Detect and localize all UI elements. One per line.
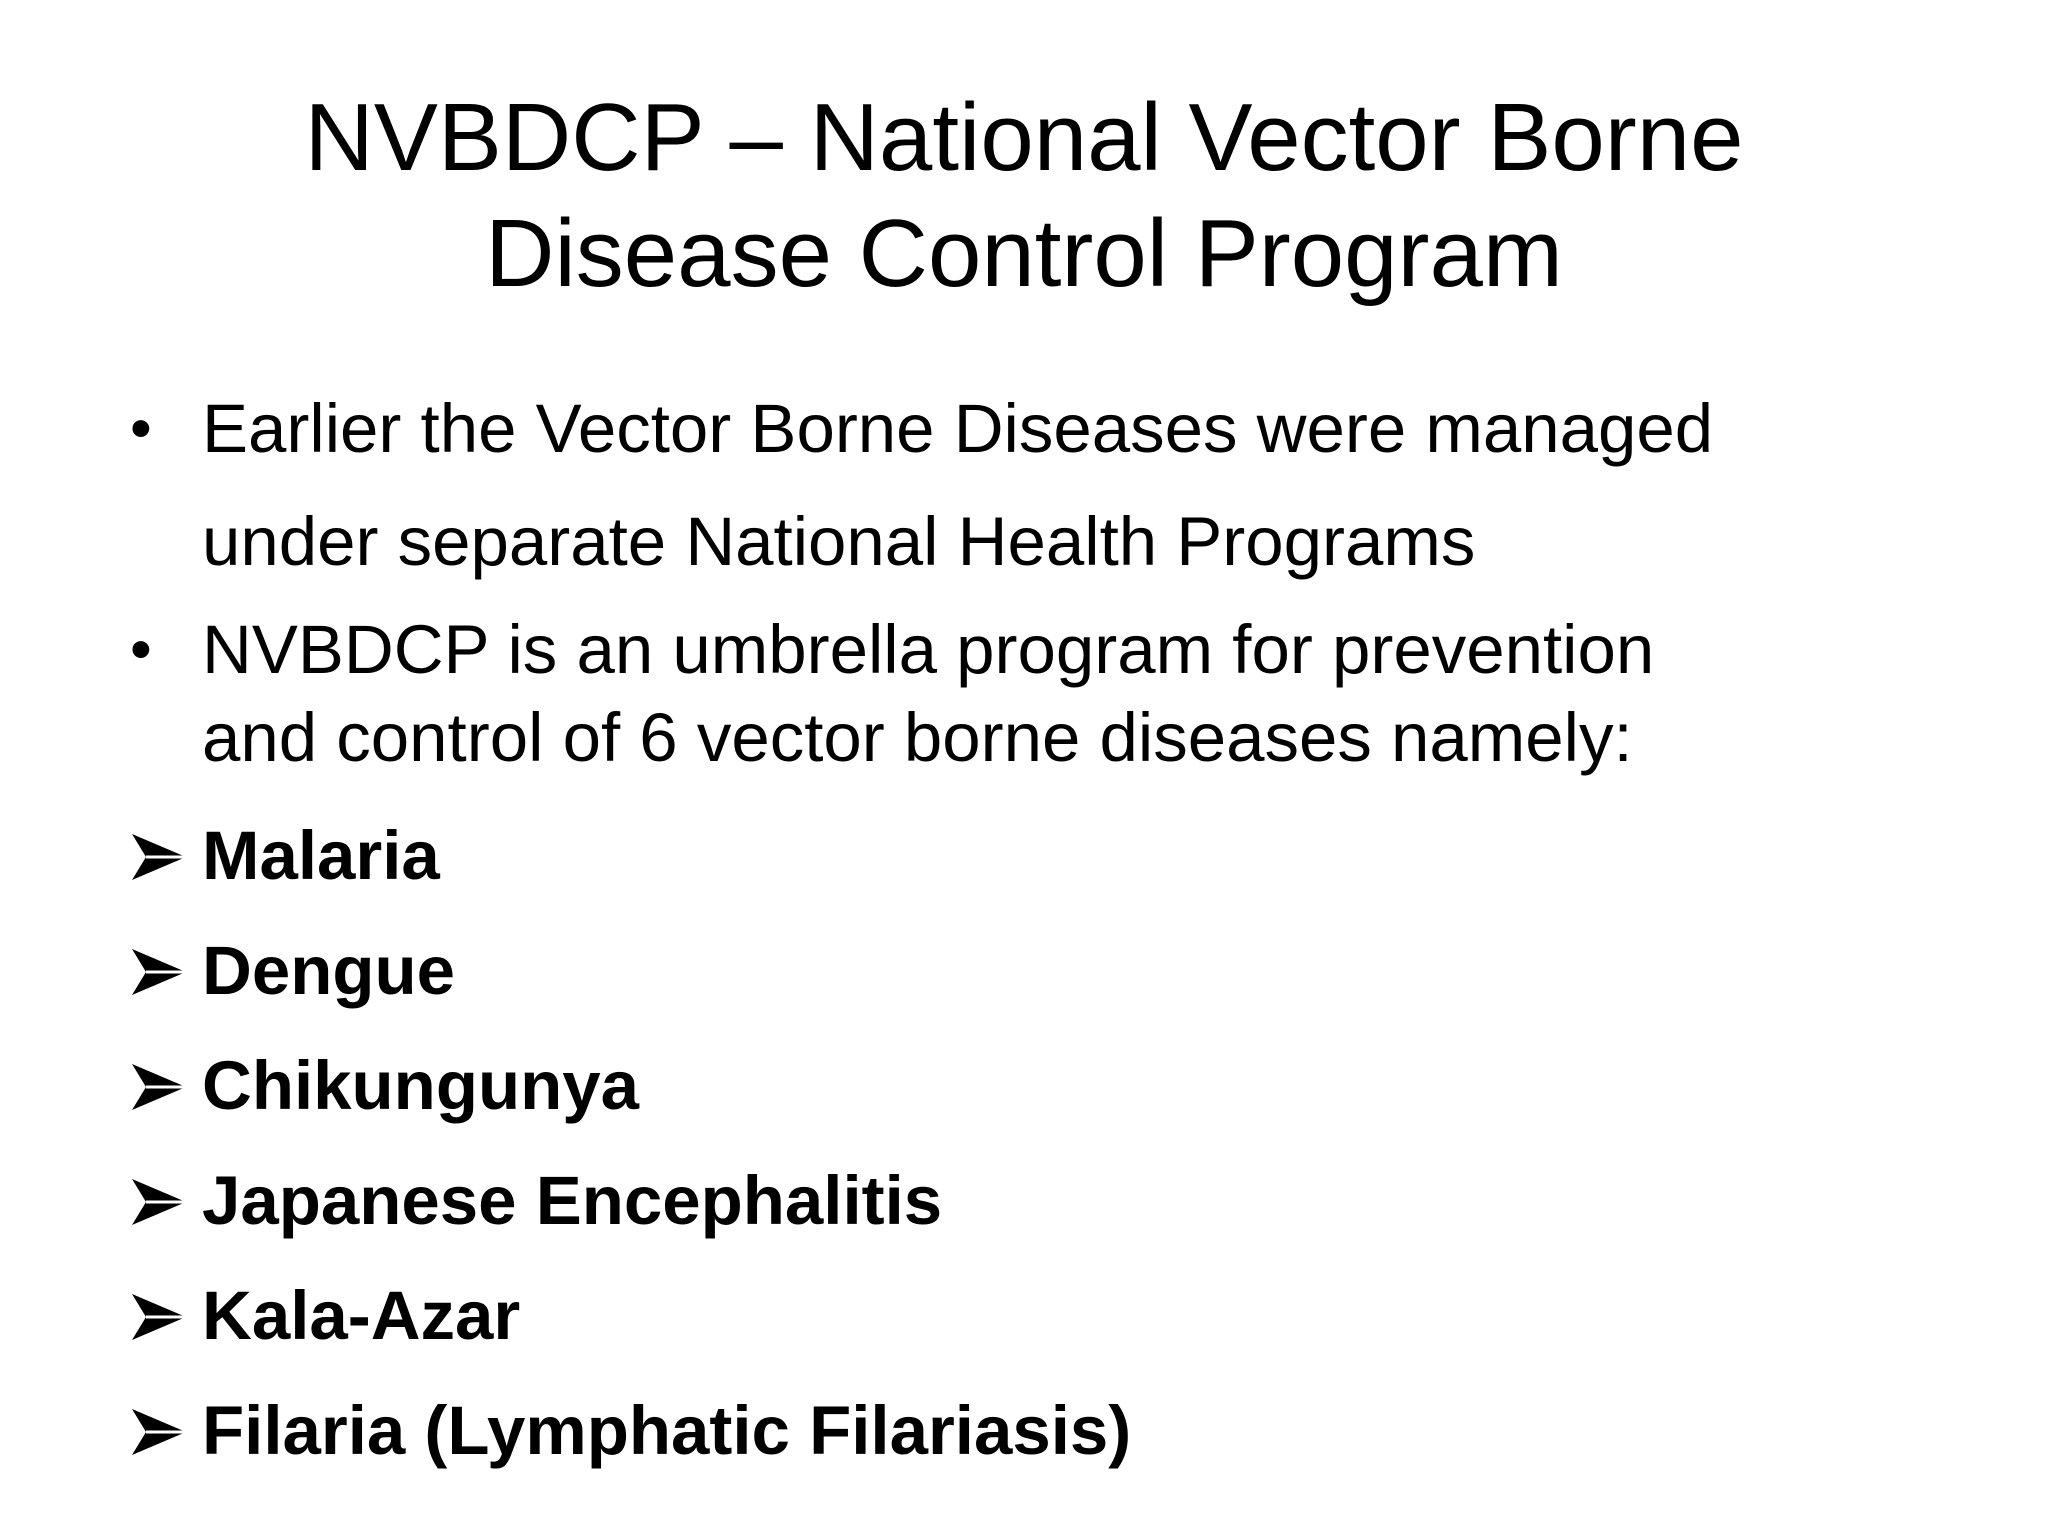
bullet-line: NVBDCP is an umbrella program for prevention	[202, 611, 1655, 688]
bullet-text	[202, 606, 1962, 782]
bullet-dot-icon: •	[130, 394, 152, 463]
disease-item	[130, 1266, 1830, 1366]
arrowhead-bullet-icon	[130, 1151, 200, 1251]
bullet-line: under separate National Health Programs	[202, 503, 1476, 580]
bullet-text	[202, 372, 1962, 598]
disease-label: Malaria	[202, 817, 440, 894]
arrowhead-bullet-icon	[130, 1381, 200, 1481]
arrowhead-bullet-icon	[130, 1266, 200, 1366]
disease-label: Dengue	[202, 932, 456, 1009]
slide-title	[0, 80, 2048, 312]
disease-label: Filaria (Lymphatic Filariasis)	[202, 1392, 1132, 1469]
disease-item	[130, 921, 1830, 1021]
arrowhead-bullet-icon	[130, 1036, 200, 1136]
disease-item	[130, 1151, 1830, 1251]
title-line-1: NVBDCP – National Vector Borne	[304, 84, 1744, 191]
bullet-line: and control of 6 vector borne diseases namely:	[202, 699, 1633, 776]
disease-label: Kala-Azar	[202, 1277, 521, 1354]
disease-item	[130, 1381, 1830, 1481]
bullet-dot-icon: •	[130, 615, 152, 684]
disease-label: Chikungunya	[202, 1047, 640, 1124]
disease-label: Japanese Encephalitis	[202, 1162, 943, 1239]
disease-item	[130, 1036, 1830, 1136]
title-line-2: Disease Control Program	[485, 200, 1563, 307]
arrowhead-bullet-icon	[130, 806, 200, 906]
bullet-line: Earlier the Vector Borne Diseases were managed	[202, 390, 1714, 467]
arrowhead-bullet-icon	[130, 921, 200, 1021]
disease-item	[130, 806, 1830, 906]
